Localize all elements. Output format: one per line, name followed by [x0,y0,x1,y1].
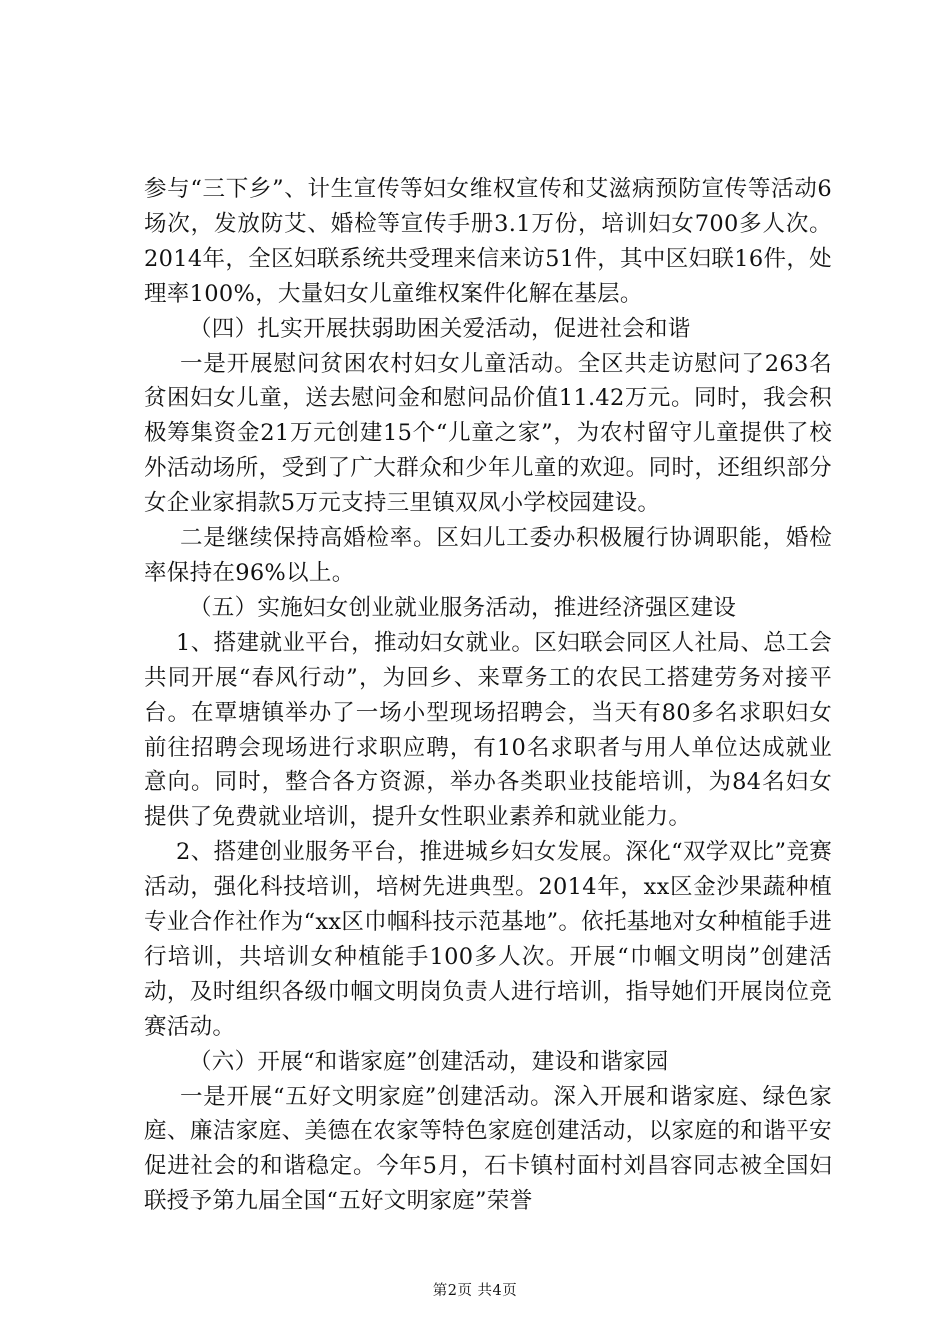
paragraph-poverty-visits: 一是开展慰问贫困农村妇女儿童活动。全区共走访慰问了263名贫困妇女儿童，送去慰问金和慰问品价值11.42万元。同时，我会积极筹集资金21万元创建15个“儿童之家”，为农村留守儿童提供了校外活动场所，受到了广大群众和少年儿童的欢迎。同时，还组织部分女企业家捐款5万元支持三里镇双凤小学校园建设。 [144,350,832,517]
section-heading-5: （五）实施妇女创业就业服务活动，推进经济强区建设 [189,594,737,621]
paragraph-rights-protection: 参与“三下乡”、计生宣传等妇女维权宣传和艾滋病预防宣传等活动6场次，发放防艾、婚检等宣传手册3.1万份，培训妇女700多人次。2014年，全区妇联系统共受理来信来访51件，其中区妇联16件，处理率100%，大量妇女儿童维权案件化解在基层。 [144,176,832,307]
paragraph-entrepreneurship-platform: 2、搭建创业服务平台，推进城乡妇女发展。深化“双学双比”竞赛活动，强化科技培训，培树先进典型。2014年，xx区金沙果蔬种植专业合作社作为“xx区巾帼科技示范基地”。依托基地对女种植能手进行培训，共培训女种植能手100多人次。开展“巾帼文明岗”创建活动，及时组织各级巾帼文明岗负责人进行培训，指导她们开展岗位竞赛活动。 [144,839,832,1040]
paragraph-employment-platform: 1、搭建就业平台，推动妇女就业。区妇联会同区人社局、总工会共同开展“春风行动”，为回乡、来覃务工的农民工搭建劳务对接平台。在覃塘镇举办了一场小型现场招聘会，当天有80多名求职妇女前往招聘会现场进行求职应聘，有10名求职者与用人单位达成就业意向。同时，整合各方资源，举办各类职业技能培训，为84名妇女提供了免费就业培训，提升女性职业素养和就业能力。 [144,629,832,831]
section-heading-6: （六）开展“和谐家庭”创建活动，建设和谐家园 [189,1048,669,1075]
paragraph-marriage-check: 二是继续保持高婚检率。区妇儿工委办积极履行协调职能，婚检率保持在96%以上。 [144,525,832,586]
page-footer: 第2页 共4页 [432,1283,518,1299]
section-heading-4: （四）扎实开展扶弱助困关爱活动，促进社会和谐 [189,315,691,342]
document-body [144,172,832,1219]
paragraph-model-families: 一是开展“五好文明家庭”创建活动。深入开展和谐家庭、绿色家庭、廉洁家庭、美德在农家等特色家庭创建活动，以家庭的和谐平安促进社会的和谐稳定。今年5月，石卡镇村面村刘昌容同志被全国妇联授予第九届全国“五好文明家庭”荣誉 [144,1083,832,1215]
